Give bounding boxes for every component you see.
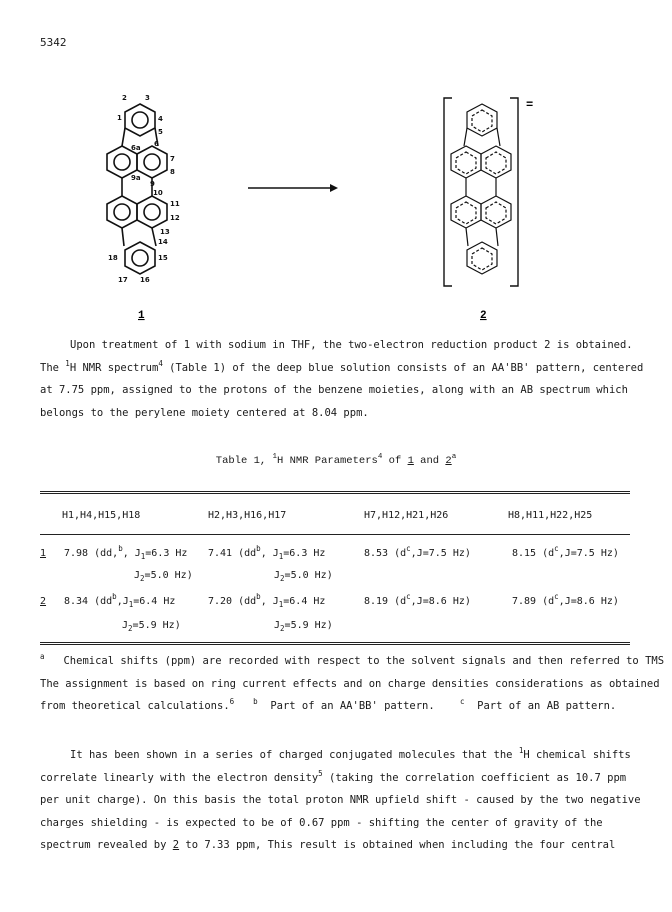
paragraph-1-line-2: The $^1$H NMR spectrum$^4$ (Table 1) of the deep blue solution consists of an AA'BB' pattern, centered xyxy=(40,358,644,374)
row-compound-label: 2 xyxy=(40,596,47,607)
paragraph-2-line-2: correlate linearly with the electron density$^5$ (taking the correlation coefficient as 10.7 ppm xyxy=(40,768,627,784)
row-compound-label: 1 xyxy=(40,548,47,559)
svg-text:1: 1 xyxy=(117,114,122,122)
paragraph-1 xyxy=(40,334,644,424)
paragraph-2-line-5: spectrum revealed by 2 to 7.33 ppm, This result is obtained when including the four central xyxy=(40,839,616,851)
paragraph-1-line-3: at 7.75 ppm, assigned to the protons of the benzene moieties, along with an AB spectrum which xyxy=(40,384,628,396)
table-header-2: H2,H3,H16,H17 xyxy=(208,510,287,521)
svg-text:3: 3 xyxy=(145,94,150,102)
cell-h8-shift: 7.89 ($d^c,J=8.6$ Hz) xyxy=(512,592,619,607)
paragraph-2-line-1: It has been shown in a series of charged conjugated molecules that the $^1$H chemical shifts xyxy=(70,746,631,761)
svg-text:12: 12 xyxy=(170,214,180,222)
table-header-1: H1,H4,H15,H18 xyxy=(62,510,141,521)
page-number: 5342 xyxy=(40,36,67,49)
svg-text:15: 15 xyxy=(158,254,168,262)
compound-1-label: 1 xyxy=(138,310,145,322)
compound-1-atom-numbers xyxy=(108,94,180,284)
cell-h2-j2: $J_2=5.0$ Hz) xyxy=(274,570,333,583)
reaction-arrow xyxy=(248,184,338,192)
footnote-line-2: The assignment is based on ring current effects and on charge densities considerations as obtained xyxy=(40,677,660,690)
table-header-rule xyxy=(40,534,630,535)
svg-text:9a: 9a xyxy=(131,174,141,182)
cell-h7-shift: 8.19 ($d^c,J=8.6$ Hz) xyxy=(364,592,471,607)
cell-h2-shift: 7.41 ($dd^b$, $J_1=6.3$ Hz xyxy=(208,544,326,561)
paragraph-1-line-1: Upon treatment of 1 with sodium in THF, the two-electron reduction product 2 is obtained. xyxy=(70,339,633,351)
reaction-scheme xyxy=(0,0,672,330)
compound-2-structure xyxy=(451,104,511,274)
table-header-4: H8,H11,H22,H25 xyxy=(508,510,593,521)
svg-text:16: 16 xyxy=(140,276,150,284)
svg-text:10: 10 xyxy=(153,189,163,197)
cell-h1-j2: $J_2=5.9$ Hz) xyxy=(122,620,181,633)
svg-text:17: 17 xyxy=(118,276,128,284)
cell-h2-j2: $J_2=5.9$ Hz) xyxy=(274,620,333,633)
table-header-3: H7,H12,H21,H26 xyxy=(364,510,449,521)
footnote-line-1: $^a$ Chemical shifts (ppm) are recorded with respect to the solvent signals and then referred to TMS xyxy=(40,652,665,667)
cell-h2-shift: 7.20 ($dd^b$, $J_1=6.4$ Hz xyxy=(208,592,326,609)
cell-h7-shift: 8.53 ($d^c,J=7.5$ Hz) xyxy=(364,544,471,559)
cell-h1-shift: 8.34 ($dd^b,J_1=6.4$ Hz xyxy=(64,592,176,609)
compound-2-brackets xyxy=(444,98,518,286)
paragraph-2 xyxy=(40,744,640,857)
svg-text:4: 4 xyxy=(158,115,163,123)
paragraph-1-line-4: belongs to the perylene moiety centered at 8.04 ppm. xyxy=(40,406,369,419)
table-top-rule xyxy=(40,491,630,494)
cell-h1-shift: 7.98 (dd,$^b$, $J_1=6.3$ Hz xyxy=(64,544,188,561)
svg-text:11: 11 xyxy=(170,200,180,208)
compound-2-label: 2 xyxy=(480,310,487,322)
table-bottom-rule xyxy=(40,642,630,645)
svg-text:8: 8 xyxy=(170,168,175,176)
svg-text:14: 14 xyxy=(158,238,168,246)
cell-h1-j2: $J_2=5.0$ Hz) xyxy=(134,570,193,583)
svg-text:13: 13 xyxy=(160,228,170,236)
equals-sign: = xyxy=(526,98,534,112)
svg-text:18: 18 xyxy=(108,254,118,262)
table-title: Table 1, $^1$H NMR Parameters$^4$ of 1 and 2$^a$ xyxy=(215,453,457,467)
paragraph-2-line-4: charges shielding - is expected to be of 0.67 ppm - shifting the center of gravity of the xyxy=(40,816,603,829)
svg-text:7: 7 xyxy=(170,155,175,163)
svg-text:6a: 6a xyxy=(131,144,141,152)
table-footnotes xyxy=(40,650,665,718)
svg-text:5: 5 xyxy=(158,128,163,136)
svg-text:9: 9 xyxy=(150,180,155,188)
paragraph-2-line-3: per unit charge). On this basis the total proton NMR upfield shift - caused by the two negative xyxy=(40,794,641,806)
svg-text:6: 6 xyxy=(154,140,159,148)
footnote-line-3: from theoretical calculations.$^6$ $^b$ Part of an AA'BB' pattern. $^c$ Part of an AB pattern. xyxy=(40,697,617,712)
svg-text:2: 2 xyxy=(122,94,127,102)
cell-h8-shift: 8.15 ($d^c,J=7.5$ Hz) xyxy=(512,544,619,559)
